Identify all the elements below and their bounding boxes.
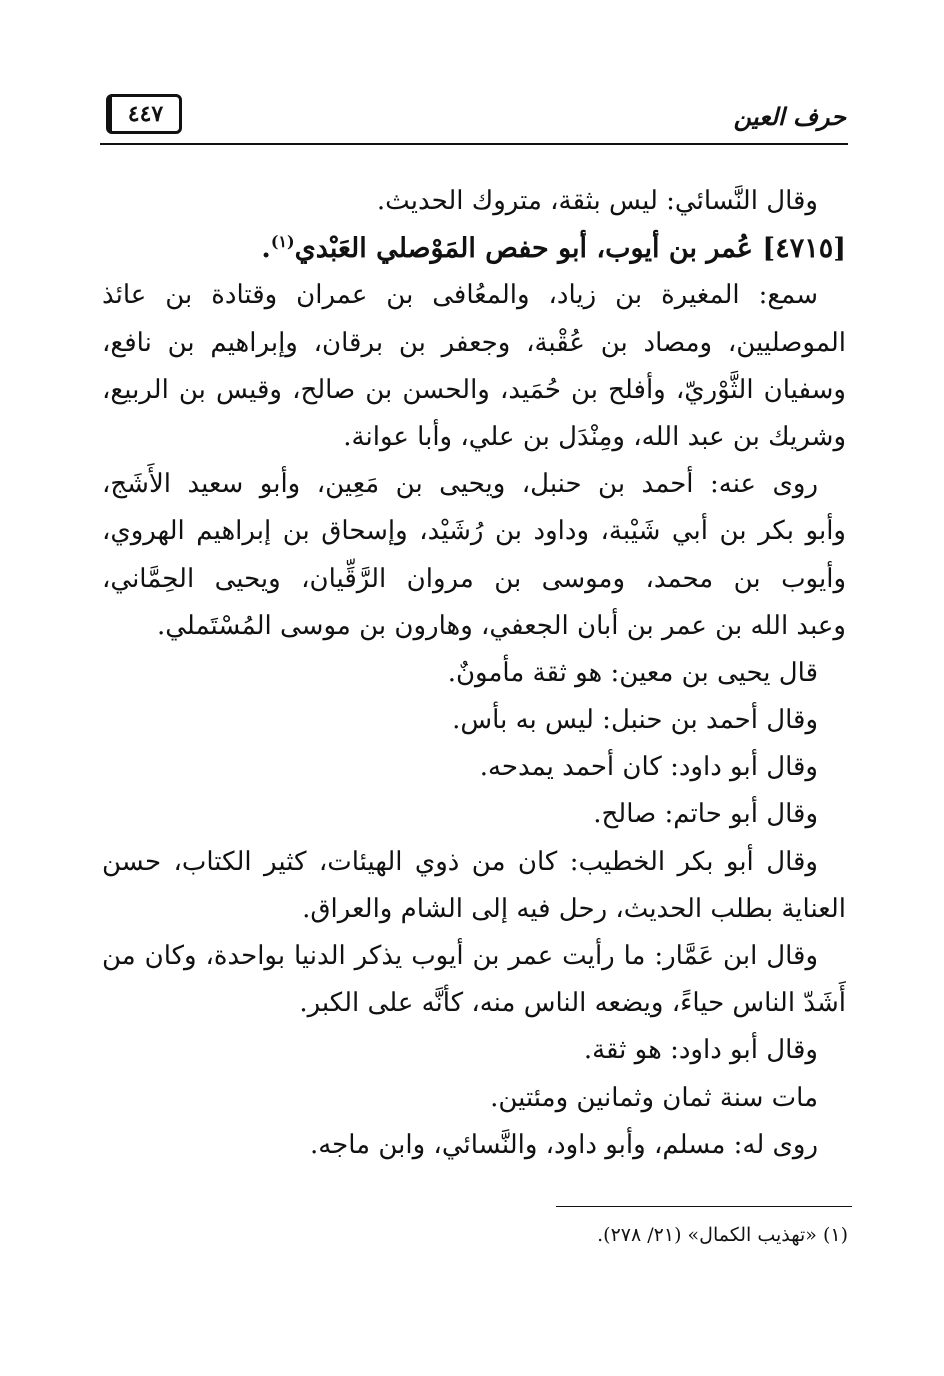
text-line <box>102 367 846 414</box>
line-text: وقال أحمد بن حنبل: ليس به بأس. <box>452 705 818 736</box>
text-line <box>102 1075 846 1122</box>
text-line <box>102 697 846 744</box>
line-text: وقال ابن عَمَّار: ما رأيت عمر بن أيوب يذكر الدنيا بواحدة، وكان من <box>102 941 818 971</box>
text-line <box>102 320 846 367</box>
text-line <box>102 508 846 555</box>
header-rule <box>100 143 848 145</box>
line-text: وشريك بن عبد الله، ومِنْدَل بن علي، وأبا عوانة. <box>343 421 846 452</box>
line-text: وأبو بكر بن أبي شَيْبة، وداود بن رُشَيْد، وإسحاق بن إبراهيم الهروي، <box>102 516 846 547</box>
line-text: وقال أبو داود: هو ثقة. <box>583 1035 818 1066</box>
line-text: وقال أبو داود: كان أحمد يمدحه. <box>479 752 818 783</box>
line-text: قال يحيى بن معين: هو ثقة مأمونٌ. <box>447 657 818 688</box>
line-text: مات سنة ثمان وثمانين ومئتين. <box>490 1082 818 1113</box>
page-number-box: ٤٤٧ <box>106 94 182 134</box>
line-text: سمع: المغيرة بن زياد، والمعُافى بن عمران وقتادة بن عائذ <box>102 280 818 311</box>
line-text: أَشَدّ الناس حياءً، ويضعه الناس منه، كأنَّه على الكبر. <box>299 988 846 1019</box>
entry-number: [٤٧١٥] <box>762 233 846 265</box>
line-text: الموصليين، ومصاد بن عُقْبة، وجعفر بن برقان، وإبراهيم بن نافع، <box>102 327 846 358</box>
line-text: العناية بطلب الحديث، رحل فيه إلى الشام والعراق. <box>302 893 846 924</box>
text-line <box>102 414 846 461</box>
line-text: وأيوب بن محمد، وموسى بن مروان الرَّقِّيان، ويحيى الحِمَّاني، <box>102 563 846 594</box>
text-line <box>102 650 846 697</box>
footnote-rule <box>556 1206 852 1207</box>
line-text: وسفيان الثَّوْريّ، وأفلح بن حُمَيد، والحسن بن صالح، وقيس بن الربيع، <box>102 374 846 405</box>
text-line <box>102 272 846 319</box>
text-line <box>102 178 846 225</box>
text-line <box>102 603 846 650</box>
footnote-reference[interactable]: (١) <box>270 232 295 252</box>
line-tail: . <box>261 233 271 265</box>
text-line <box>102 1027 846 1074</box>
line-text: وقال النَّسائي: ليس بثقة، متروك الحديث. <box>376 186 818 216</box>
footnote: (١) «تهذيب الكمال» (٢١/ ٢٧٨). <box>597 1224 848 1246</box>
text-line <box>102 1122 846 1169</box>
line-text: روى عنه: أحمد بن حنبل، ويحيى بن مَعِين، وأبو سعيد الأَشَج، <box>102 469 818 500</box>
line-text: عُمر بن أيوب، أبو حفص المَوْصلي العَبْدي <box>294 233 763 265</box>
text-line <box>102 791 846 838</box>
line-text: وقال أبو حاتم: صالح. <box>593 799 818 830</box>
line-text: روى له: مسلم، وأبو داود، والنَّسائي، وابن ماجه. <box>309 1129 818 1160</box>
text-line <box>102 980 846 1027</box>
line-text: وقال أبو بكر الخطيب: كان من ذوي الهيئات، كثير الكتاب، حسن <box>102 846 818 877</box>
text-line <box>102 556 846 603</box>
text-line <box>102 461 846 508</box>
body-text <box>102 178 846 1169</box>
running-head: حرف العين <box>733 102 846 131</box>
page-header <box>100 88 848 144</box>
text-line <box>102 744 846 791</box>
text-line <box>102 886 846 933</box>
line-text: وعبد الله بن عمر بن أبان الجعفي، وهارون بن موسى المُسْتَملي. <box>156 610 846 641</box>
text-line <box>102 839 846 886</box>
text-line <box>102 933 846 980</box>
entry-heading <box>102 225 846 272</box>
